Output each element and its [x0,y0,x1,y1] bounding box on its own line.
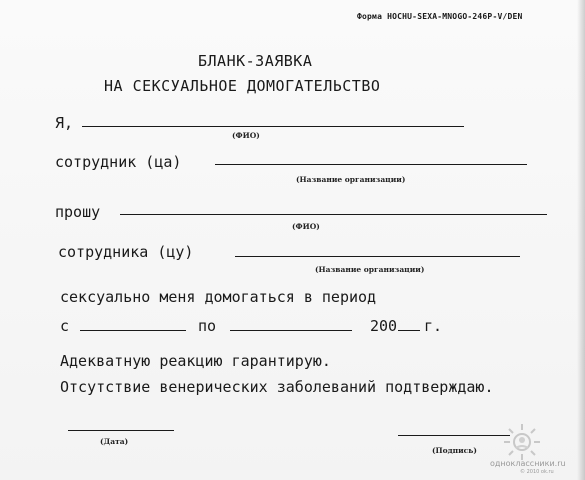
hint-signature: (Подпись) [432,446,477,455]
label-employee-2: сотрудника (цу) [58,243,194,261]
period-text: сексуально меня домогаться в период [60,288,377,306]
odnoklassniki-logo-icon [500,420,544,464]
date-to-line [230,330,352,331]
fio-line-2 [120,214,547,215]
date-line [68,430,174,431]
statement-health: Отсутствие венерических заболеваний подтверждаю. [60,378,494,396]
page-edge-shadow [577,0,585,480]
hint-fio-1: (ФИО) [232,131,260,140]
hint-fio-2: (ФИО) [292,222,320,231]
period-year: 200 [370,317,398,335]
hint-organization-2: (Название организации) [315,265,425,274]
period-from-label: с [60,317,70,335]
organization-line-1 [215,164,527,165]
hint-date: (Дата) [100,437,129,446]
fio-line-1 [82,126,464,127]
form-title: БЛАНК-ЗАЯВКА [198,52,313,70]
year-line [398,330,420,331]
watermark-site: одноклассники.ru [490,459,566,468]
period-to-label: по [198,317,217,335]
date-from-line [80,330,186,331]
signature-line [398,435,510,436]
label-i: Я, [55,114,74,132]
statement-reaction: Адекватную реакцию гарантирую. [60,352,331,370]
period-year-suffix: г. [424,317,443,335]
label-employee: сотрудник (ца) [55,153,182,171]
form-subtitle: НА СЕКСУАЛЬНОЕ ДОМОГАТЕЛЬСТВО [104,77,381,95]
organization-line-2 [235,256,520,257]
watermark-small: © 2010 ok.ru [520,469,554,475]
hint-organization-1: (Название организации) [296,175,406,184]
label-request: прошу [55,203,101,221]
form-code: Форма HOCHU-SEXA-MNOGO-246P-V/DEN [357,12,523,21]
